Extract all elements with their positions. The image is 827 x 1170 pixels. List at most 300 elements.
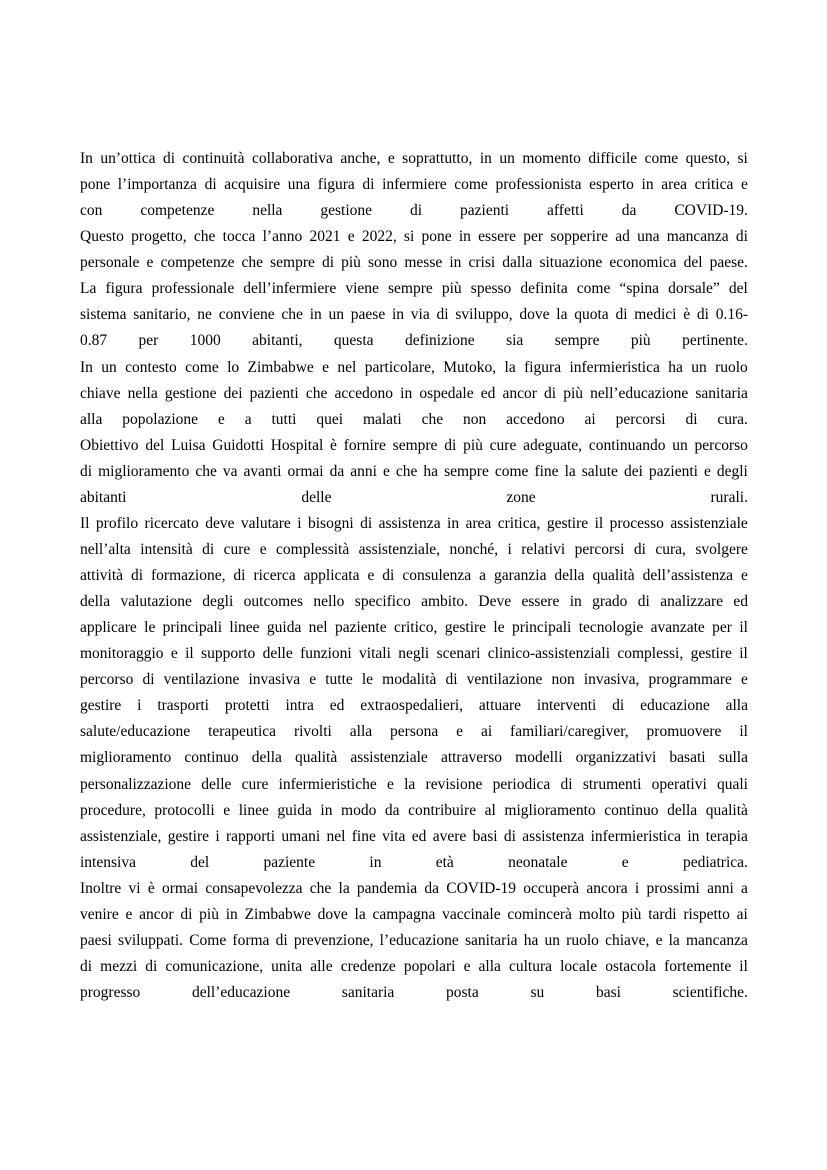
word: operativi [651, 775, 707, 793]
word: attuare [478, 697, 522, 715]
word: interventi [536, 697, 597, 715]
word: in [400, 384, 413, 402]
text-line [80, 276, 748, 302]
word: continuo [184, 749, 239, 767]
word: le [144, 619, 156, 637]
word: alla [349, 723, 373, 741]
word: COVID-19. [674, 202, 748, 220]
word: paese. [709, 254, 748, 272]
text-line [80, 250, 748, 276]
word: alla [80, 410, 103, 428]
word: modalità [382, 671, 437, 689]
word: invasiva [248, 671, 301, 689]
word: ruolo [566, 931, 599, 949]
word: analizzare [660, 593, 723, 611]
word: come [494, 462, 529, 480]
word: ricerca [253, 567, 296, 584]
word: continuando [588, 436, 666, 454]
word: che [395, 462, 418, 480]
word: abitanti [80, 488, 127, 506]
word: pazienti [460, 202, 510, 220]
word: in [449, 254, 462, 272]
word: trasporti [157, 697, 209, 715]
word: di [637, 593, 650, 611]
word: viene [345, 280, 379, 298]
word: Obiettivo [80, 436, 139, 454]
word: definizione [404, 332, 475, 350]
word: tutte [325, 671, 353, 689]
word: sopperire [550, 228, 608, 246]
word: alla [725, 697, 748, 715]
word: e [170, 645, 178, 663]
word: personale [80, 254, 140, 272]
word: fine [351, 827, 376, 845]
word: di [735, 228, 748, 246]
word: quali [717, 775, 748, 793]
word: paziente [263, 853, 316, 871]
word: anni [707, 879, 734, 897]
word: alle [310, 957, 333, 975]
word: la [404, 775, 416, 793]
word: continuo [604, 801, 659, 819]
word: di [382, 567, 395, 584]
word: accedono [506, 410, 565, 428]
word: ruolo [715, 358, 748, 376]
word: ormai [287, 462, 324, 480]
word: Zimbabwe [247, 358, 314, 376]
word: Questo [80, 228, 124, 246]
word: principali [162, 619, 223, 637]
word: in [225, 905, 238, 923]
word: di [145, 957, 158, 975]
word: nell’educazione [590, 384, 689, 402]
word: che [193, 228, 216, 246]
word: percorsi [574, 540, 625, 558]
word: applicare [80, 619, 137, 637]
word: percorsi [615, 410, 666, 428]
word: rivolti [293, 723, 332, 741]
word: cure [489, 436, 517, 454]
word: Zimbabwe [244, 905, 311, 923]
text-line [80, 980, 748, 1006]
word: da [424, 879, 440, 897]
word: periodica [492, 775, 551, 793]
word: dorsale” [668, 280, 720, 298]
word: età [435, 853, 454, 871]
word: assistenziale, [358, 540, 441, 558]
word: terapeutica [208, 723, 277, 741]
word: critica, [497, 514, 541, 532]
word: anche, [340, 150, 381, 167]
word: i [137, 697, 142, 715]
word: degli [202, 593, 234, 611]
text-line [80, 928, 748, 954]
word: specifico [354, 593, 411, 611]
word: promuovere [646, 723, 722, 741]
word: consulenza [402, 567, 472, 584]
word: sanitario, [133, 306, 191, 324]
word: di [360, 514, 373, 532]
word: cura, [655, 540, 686, 558]
word: cure [223, 540, 251, 558]
word: mancanza [685, 931, 748, 949]
word: Guidotti [212, 436, 264, 454]
word: di [321, 254, 335, 272]
word: un [101, 358, 117, 376]
text-line [80, 798, 748, 824]
text-line [80, 172, 748, 198]
word: di [80, 462, 93, 480]
word: le [493, 619, 505, 637]
word: della [667, 801, 698, 819]
word: cura. [717, 410, 748, 428]
text-line [80, 563, 748, 589]
word: La [80, 280, 97, 298]
text-line [80, 824, 748, 850]
word: si [737, 150, 748, 167]
word: campagna [372, 905, 436, 923]
word: Mutoko, [443, 358, 497, 376]
word: avere [432, 827, 467, 845]
word: figura [317, 176, 355, 194]
word: i [634, 879, 640, 897]
word: paziente [334, 619, 387, 637]
word: e [146, 254, 154, 272]
word: medici [634, 306, 677, 324]
text-line [80, 693, 748, 719]
word: è [683, 306, 691, 324]
word: lo [227, 358, 240, 376]
text-line [80, 954, 748, 980]
word: Come [189, 931, 227, 949]
word: modelli [515, 749, 563, 767]
word: procedure, [80, 801, 146, 819]
word: la [668, 931, 680, 949]
word: una [287, 176, 311, 194]
word: sempre [392, 436, 438, 454]
word: ai [736, 905, 748, 923]
word: un [499, 150, 515, 167]
word: e [703, 462, 711, 480]
word: mancanza [666, 228, 729, 246]
word: sono [368, 254, 398, 272]
word: economica [609, 254, 677, 272]
word: che [241, 254, 264, 272]
word: la [564, 462, 576, 480]
word: e [740, 567, 748, 584]
word: dalla [502, 254, 533, 272]
word: negli [398, 645, 430, 663]
word: assistenziale, [80, 827, 162, 845]
word: i [297, 514, 302, 532]
word: del [683, 254, 703, 272]
word: un [328, 306, 345, 324]
text-line [80, 537, 748, 563]
word: e [740, 176, 748, 194]
word: ventilazione [466, 671, 543, 689]
word: più [563, 384, 584, 402]
word: contesto [125, 358, 177, 376]
word: al [484, 801, 496, 819]
word: essere [521, 593, 560, 611]
text-line [80, 485, 748, 511]
word: valutazione [120, 593, 192, 611]
word: pandemia [356, 879, 418, 897]
word: su [530, 984, 545, 1001]
word: nonché, [449, 540, 499, 558]
word: comincerà [507, 905, 572, 923]
word: ambito. [421, 593, 469, 611]
word: nel [326, 827, 346, 845]
word: nel [308, 619, 328, 637]
word: nel [337, 358, 357, 376]
word: miglioramento [98, 462, 190, 480]
word: basati [669, 749, 706, 767]
word: COVID-19 [446, 879, 517, 897]
word: sistema [80, 306, 127, 324]
word: di [444, 436, 457, 454]
text-line [80, 902, 748, 928]
word: in [369, 853, 382, 871]
word: questo, [685, 150, 730, 167]
word: processo [609, 514, 664, 532]
word: ostacola [605, 957, 656, 975]
word: 0.16- [715, 306, 748, 324]
word: gestire [80, 697, 122, 715]
text-line [80, 745, 748, 771]
word: umani [281, 827, 321, 845]
word: figura [524, 358, 562, 376]
text-line [80, 198, 748, 224]
word: forma [232, 931, 270, 949]
word: 0.87 [80, 332, 108, 350]
word: intensità [140, 540, 193, 558]
text-line [80, 511, 748, 537]
word: in [569, 593, 582, 611]
word: protocolli [154, 801, 215, 819]
word: l’anno [262, 228, 303, 246]
word: ancora [586, 879, 628, 897]
word: nella [252, 202, 283, 220]
word: a [740, 879, 748, 897]
word: di [202, 540, 215, 558]
word: esperto [589, 176, 634, 194]
word: formazione, [151, 567, 226, 584]
word: invasiva, [583, 671, 640, 689]
word: conviene [218, 306, 275, 324]
word: in [641, 176, 654, 194]
word: familiari/caregiver, [510, 723, 629, 741]
word: percorso [80, 671, 134, 689]
word: l’importanza [117, 176, 197, 194]
word: in [458, 228, 471, 246]
word: popolazione [122, 410, 199, 428]
word: In [80, 150, 93, 167]
word: guida [266, 619, 302, 637]
word: e [259, 540, 267, 558]
word: sempre [444, 462, 489, 480]
word: ha [523, 931, 539, 949]
word: malati [362, 410, 402, 428]
word: e [322, 358, 330, 376]
word: vitali [359, 645, 391, 663]
word: in [391, 306, 405, 324]
word: a [479, 567, 487, 584]
text-line [80, 302, 748, 328]
word: accedono [334, 384, 394, 402]
word: ed [329, 697, 345, 715]
word: outcomes [243, 593, 304, 611]
word: non [462, 410, 487, 428]
word: di [204, 176, 217, 194]
word: più [630, 332, 651, 350]
word: linee [229, 619, 260, 637]
word: monitoraggio [80, 645, 164, 663]
word: di [503, 827, 516, 845]
word: qualità [705, 801, 748, 819]
word: il [739, 723, 748, 741]
word: che [309, 879, 332, 897]
word: ha [423, 462, 439, 480]
word: comunicazione, [165, 957, 264, 975]
word: cure [241, 775, 269, 793]
text-line [80, 407, 748, 433]
word: assistenziale [350, 749, 428, 767]
word: complessi, [617, 645, 684, 663]
word: della [251, 749, 282, 767]
word: rapporti [225, 827, 276, 845]
word: in [479, 150, 492, 167]
word: infermieristica [569, 358, 660, 376]
word: vaccinale [442, 905, 501, 923]
word: da [384, 801, 400, 819]
word: come [185, 358, 219, 376]
word: di [131, 567, 144, 584]
word: programmare [648, 671, 732, 689]
word: critico, [393, 619, 438, 637]
word: In [80, 358, 93, 376]
word: qualità [592, 567, 635, 584]
text-line [80, 355, 748, 381]
word: zone [506, 488, 536, 506]
word: bisogni [308, 514, 354, 532]
word: ed [480, 384, 496, 402]
word: vi [128, 879, 141, 897]
word: in [687, 827, 700, 845]
text-line [80, 772, 748, 798]
word: complessità [276, 540, 350, 558]
word: un’ottica [100, 150, 156, 167]
word: alla [478, 957, 501, 975]
word: critica [694, 176, 734, 194]
word: consapevolezza [205, 879, 303, 897]
word: dei [623, 462, 643, 480]
word: di [560, 775, 573, 793]
word: essere [478, 228, 517, 246]
text-line [80, 224, 748, 250]
word: occuperà [523, 879, 580, 897]
word: tocca [222, 228, 256, 246]
word: Luisa [171, 436, 206, 454]
word: assistenza [378, 514, 441, 532]
document-body [80, 146, 748, 1006]
word: gestione [164, 384, 217, 402]
word: ricercato [144, 514, 199, 532]
word: e [386, 775, 394, 793]
word: sempre [270, 254, 315, 272]
word: come [644, 150, 679, 167]
word: più [341, 254, 361, 272]
word: e [382, 462, 390, 480]
word: dove [519, 306, 550, 324]
word: fine [534, 462, 559, 480]
word: e [125, 905, 133, 923]
word: tutti [271, 410, 297, 428]
word: anni [350, 462, 377, 480]
word: di [445, 671, 458, 689]
word: del [145, 436, 165, 454]
word: pazienti [648, 462, 698, 480]
word: e [463, 957, 471, 975]
word: crisi [468, 254, 496, 272]
word: il [739, 645, 748, 663]
word: via [410, 306, 430, 324]
word: del [728, 280, 748, 298]
word: garanzia [493, 567, 547, 584]
word: dei [223, 384, 243, 402]
word: persona [390, 723, 439, 741]
word: delle [201, 775, 232, 793]
text-line [80, 615, 748, 641]
word: di [362, 176, 375, 194]
word: Deve [478, 593, 512, 611]
word: è [330, 436, 337, 454]
word: e [347, 228, 355, 246]
word: extraospedalieri, [360, 697, 464, 715]
word: progresso [80, 984, 141, 1001]
word: infermiere [382, 176, 447, 194]
word: linee [238, 801, 269, 819]
word: per [138, 332, 159, 350]
word: la [354, 905, 366, 923]
word: sanitaria [465, 931, 518, 949]
word: che [421, 410, 444, 428]
word: il [739, 619, 748, 637]
word: situazione [539, 254, 603, 272]
word: da [329, 462, 345, 480]
word: supporto [201, 645, 256, 663]
word: di [233, 567, 246, 584]
word: la [556, 306, 568, 324]
word: educazione [640, 697, 710, 715]
text-line [80, 328, 748, 354]
word: a [244, 410, 252, 428]
word: ormai [161, 879, 199, 897]
word: della [80, 593, 111, 611]
word: gestire [690, 645, 732, 663]
word: contribuire [408, 801, 477, 819]
word: qualità [295, 749, 338, 767]
word: “spina [619, 280, 660, 298]
word: dell’assistenza [642, 567, 734, 584]
word: credenze [340, 957, 396, 975]
word: come [576, 280, 611, 298]
word: messe [404, 254, 443, 272]
word: area [465, 514, 492, 532]
word: come [454, 176, 488, 194]
word: terapia [705, 827, 748, 845]
word: svolgere [695, 540, 748, 558]
